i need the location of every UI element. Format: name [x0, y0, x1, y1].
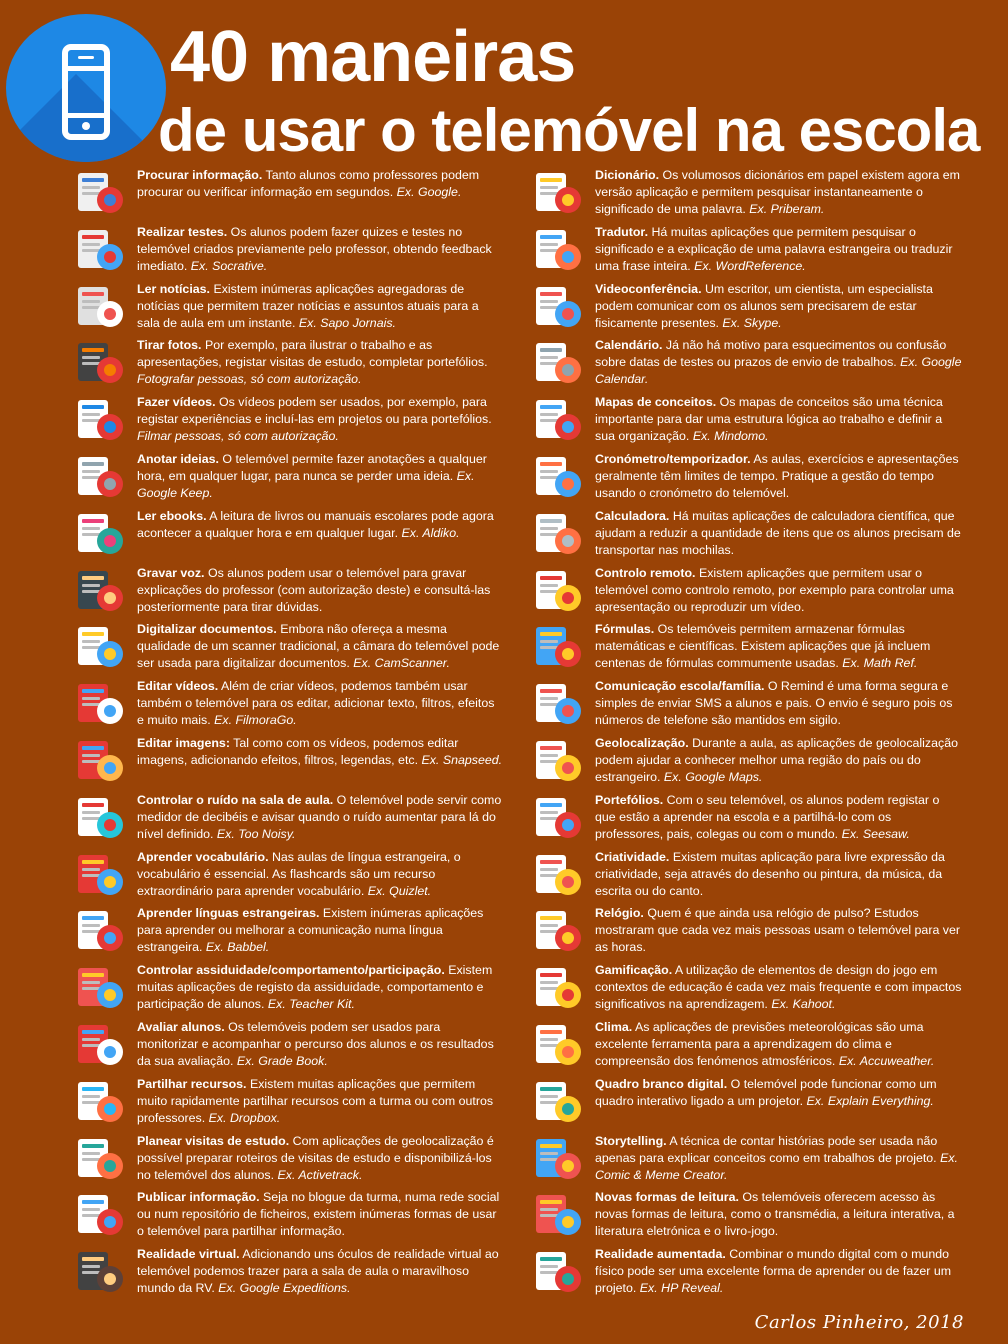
item-text [595, 337, 962, 388]
list-item [72, 1018, 504, 1075]
list-item [72, 620, 504, 677]
item-description: Existem muitas aplicações de registo da assiduidade, comportamento e participação de alunos. [137, 963, 493, 1012]
item-title: Geolocalização. [595, 735, 689, 750]
item-title: Mapas de conceitos. [595, 395, 717, 410]
item-title: Realidade aumentada. [595, 1247, 726, 1262]
concept-map-icon [532, 395, 584, 445]
list-item [530, 1245, 962, 1302]
item-title: Realizar testes. [137, 224, 228, 239]
list-item [530, 450, 962, 507]
item-description: A técnica de contar histórias pode ser usada não apenas para explicar conceitos como em trabalhos de projeto. [595, 1133, 941, 1165]
list-item [72, 848, 504, 905]
item-text [137, 1019, 504, 1070]
item-description: Os vídeos podem ser usados, por exemplo, para registar experiências e incluí-las em projetos ou para portefólios. [137, 395, 492, 427]
item-text [137, 792, 504, 843]
item-example: Ex. Google Calendar. [595, 355, 962, 387]
item-example: Ex. FilmoraGo. [214, 713, 297, 728]
item-description: Existem aplicações que permitem usar o telemóvel como controlo remoto, por exemplo para controlar uma apresentação ou reproduzir um vídeo. [595, 565, 954, 614]
item-title: Tirar fotos. [137, 338, 202, 353]
list-item [72, 1188, 504, 1245]
item-description: O telemóvel pode servir como medidor de decibéis e avisar quando o ruído aumentar para lá do nível definido. [137, 792, 502, 841]
list-item [530, 904, 962, 961]
scanner-icon [74, 622, 126, 672]
item-title: Fórmulas. [595, 622, 655, 637]
item-title: Editar vídeos. [137, 679, 219, 694]
item-text [137, 565, 504, 616]
list-item [530, 166, 962, 223]
item-example: Ex. Babbel. [205, 940, 270, 955]
list-item [72, 1075, 504, 1132]
item-title: Calendário. [595, 338, 663, 353]
item-text [137, 905, 504, 956]
item-description: Um escritor, um cientista, um especialista podem comunicar com os alunos sem precisarem de estar fisicamente presentes. [595, 281, 933, 330]
cloud-share-icon [74, 1077, 126, 1127]
item-title: Editar imagens: [137, 735, 230, 750]
location-pin-icon [74, 1134, 126, 1184]
item-description: A leitura de livros ou manuais escolares pode agora acontecer a qualquer hora e em qualquer lugar. [137, 508, 494, 540]
item-title: Cronómetro/temporizador. [595, 451, 751, 466]
page-title: 40 maneiras [170, 17, 576, 97]
item-example: Ex. Math Ref. [842, 656, 918, 671]
dictionary-icon [532, 168, 584, 218]
item-example: Ex. Priberam. [749, 202, 825, 216]
list-item [72, 791, 504, 848]
item-description: As aplicações de previsões meteorológicas são uma excelente ferramenta para a aprendizagem do clima e compreensão dos fenómenos atmosféricos. [595, 1019, 924, 1068]
item-description: As aulas, exercícios e apresentações geralmente têm limites de tempo. Pratique a gestão do tempo usando o cronómetro do telemóvel. [595, 451, 959, 500]
item-text [595, 962, 962, 1013]
item-description: Nas aulas de língua estrangeira, o vocabulário é essencial. As flashcards são um recurso extraordinário para aprender vocabulário. [137, 849, 461, 898]
item-example: Ex. Kahoot. [771, 997, 836, 1012]
calculator-icon [532, 509, 584, 559]
list-item [530, 677, 962, 734]
palette-icon [532, 850, 584, 900]
item-title: Partilhar recursos. [137, 1076, 247, 1091]
calendar-icon [532, 338, 584, 388]
item-title: Portefólios. [595, 792, 664, 807]
list-item [72, 1245, 504, 1302]
item-title: Controlo remoto. [595, 565, 696, 580]
video-editor-icon [74, 679, 126, 729]
item-title: Storytelling. [595, 1133, 667, 1148]
list-item [72, 1132, 504, 1189]
item-text [595, 394, 962, 445]
item-text [137, 1133, 504, 1184]
item-text [137, 224, 504, 275]
reading-glasses-icon [532, 1190, 584, 1240]
item-example: Ex. Google Expeditions. [218, 1281, 351, 1296]
vocabulary-icon [74, 850, 126, 900]
list-item [72, 393, 504, 450]
clock-icon [532, 906, 584, 956]
item-text [595, 849, 962, 900]
item-example: Ex. Seesaw. [841, 826, 910, 841]
list-item [72, 507, 504, 564]
translator-icon [532, 225, 584, 275]
item-text [137, 281, 504, 332]
item-example: Ex. Teacher Kit. [267, 997, 355, 1012]
chat-icon [532, 679, 584, 729]
item-title: Avaliar alunos. [137, 1019, 225, 1034]
item-title: Publicar informação. [137, 1190, 260, 1205]
list-item [530, 223, 962, 280]
umbrella-icon [532, 1020, 584, 1070]
list-item [72, 336, 504, 393]
list-item [72, 450, 504, 507]
item-title: Controlar assiduidade/comportamento/participação. [137, 963, 445, 978]
left-column [72, 166, 504, 1302]
list-item [72, 166, 504, 223]
item-example: Ex. Socrative. [190, 258, 268, 273]
right-column [530, 166, 962, 1302]
item-text [137, 621, 504, 672]
item-description: A utilização de elementos de design do jogo em contextos de educação é cada vez mais frequente e com impactos significativos na aprendizagem. [595, 963, 962, 1012]
item-title: Ler ebooks. [137, 508, 207, 523]
item-description: Os telemóveis permitem armazenar fórmulas matemáticas e científicas. Existem aplicações que já incluem centenas de fórmulas commumente usadas. [595, 622, 931, 671]
item-text [137, 394, 504, 445]
item-title: Relógio. [595, 906, 644, 921]
author-signature: Carlos Pinheiro, 2018 [754, 1312, 964, 1333]
item-example: Ex. Sapo Jornais. [298, 315, 396, 330]
item-description: O Remind é uma forma segura e simples de enviar SMS a alunos e pais. O envio é seguro pois os números de telefone são mantidos em sigilo. [595, 679, 953, 728]
item-text [137, 337, 504, 388]
item-example: Ex. Explain Everything. [806, 1093, 934, 1108]
list-item [72, 564, 504, 621]
item-description: O telemóvel permite fazer anotações a qualquer hora, em qualquer lugar, para nunca se perder uma ideia. [137, 451, 487, 483]
trophy-icon [532, 963, 584, 1013]
item-description: Há muitas aplicações de calculadora científica, que ajudam a reduzir a quantidade de itens que os alunos precisam de transportar nas mochilas. [595, 508, 961, 557]
megaphone-icon [74, 793, 126, 843]
item-title: Novas formas de leitura. [595, 1190, 739, 1205]
item-title: Dicionário. [595, 168, 660, 182]
item-example: Ex. CamScanner. [353, 656, 450, 671]
list-item [530, 1018, 962, 1075]
list-item [72, 961, 504, 1018]
item-title: Planear visitas de estudo. [137, 1133, 290, 1148]
list-item [530, 507, 962, 564]
list-item [72, 223, 504, 280]
item-text [595, 621, 962, 672]
item-example: Ex. Comic & Meme Creator. [595, 1150, 958, 1182]
list-item [72, 904, 504, 961]
image-editor-icon [74, 736, 126, 786]
item-text [137, 451, 504, 502]
item-example: Ex. Google Keep. [137, 468, 475, 500]
publish-icon [74, 1190, 126, 1240]
notes-icon [74, 452, 126, 502]
item-text [595, 678, 962, 729]
item-text [595, 224, 962, 275]
item-title: Controlar o ruído na sala de aula. [137, 792, 334, 807]
item-description: Combinar o mundo digital com o mundo físico pode ser uma excelente forma de aprender ou de fazer um projeto. [595, 1247, 952, 1296]
item-example: Ex. Too Noisy. [216, 826, 296, 841]
video-icon [74, 395, 126, 445]
item-description: Seja no blogue da turma, numa rede social ou num repositório de ficheiros, existem inúmeras formas de usar o telemóvel para partilhar informação. [137, 1190, 500, 1239]
list-item [530, 1132, 962, 1189]
item-description: Os telemóveis podem ser usados para monitorizar e acompanhar o percurso dos alunos e os resultados da sua avaliação. [137, 1019, 494, 1068]
item-text [595, 1133, 962, 1184]
item-description: Quem é que ainda usa relógio de pulso? Estudos mostraram que cada vez mais pessoas usam o telemóvel para ver as horas. [595, 906, 960, 955]
item-example: Ex. Accuweather. [838, 1053, 935, 1068]
list-item [530, 734, 962, 791]
list-item [530, 280, 962, 337]
item-example: Ex. Activetrack. [277, 1167, 363, 1182]
languages-icon [74, 906, 126, 956]
list-item [530, 336, 962, 393]
item-example: Ex. Snapseed. [421, 752, 503, 767]
item-title: Aprender línguas estrangeiras. [137, 906, 320, 921]
list-item [530, 393, 962, 450]
item-title: Criatividade. [595, 849, 670, 864]
item-text [137, 1076, 504, 1127]
list-item [530, 1188, 962, 1245]
item-description: Os alunos podem usar o telemóvel para gravar explicações do professor (com autorização deste) e consultá-las posteriormente para tirar dúvidas. [137, 565, 491, 614]
item-text [137, 167, 504, 201]
item-description: Com aplicações de geolocalização é possível preparar roteiros de visitas de estudo e disponibilizá-los no telemóvel dos alunos. [137, 1133, 494, 1182]
item-description: Existem muitas aplicações que permitem muito rapidamente partilhar recursos com a turma ou com outros professores. [137, 1076, 494, 1125]
item-example: Ex. WordReference. [694, 258, 806, 273]
item-description: O telemóvel pode funcionar como um quadro interativo ligado a um projetor. [595, 1076, 937, 1108]
item-title: Anotar ideias. [137, 451, 219, 466]
item-description: Existem inúmeras aplicações para aprender ou melhorar a comunicação numa língua estrangeira. [137, 906, 484, 955]
item-text [595, 1246, 962, 1297]
vr-headset-icon [74, 1247, 126, 1297]
list-item [530, 620, 962, 677]
item-text [137, 508, 504, 542]
list-item [530, 791, 962, 848]
item-text [137, 735, 504, 769]
item-text [595, 735, 962, 786]
ebook-icon [74, 509, 126, 559]
geolocation-icon [532, 736, 584, 786]
item-text [137, 1246, 504, 1297]
item-text [595, 1076, 962, 1110]
item-title: Videoconferência. [595, 281, 702, 296]
eye-icon [532, 1247, 584, 1297]
storytelling-icon [532, 1134, 584, 1184]
item-title: Digitalizar documentos. [137, 622, 277, 637]
item-example: Ex. Google. [396, 185, 462, 199]
item-text [137, 1189, 504, 1240]
item-example: Ex. Google Maps. [663, 769, 763, 784]
item-title: Ler notícias. [137, 281, 210, 296]
logo-badge [6, 14, 166, 162]
microphone-icon [74, 566, 126, 616]
search-info-icon [74, 168, 126, 218]
item-text [595, 905, 962, 956]
list-item [72, 734, 504, 791]
smartphone-icon [62, 44, 110, 140]
item-text [595, 167, 962, 218]
list-item [530, 564, 962, 621]
list-item [72, 280, 504, 337]
item-description: Além de criar vídeos, podemos também usar também o telemóvel para os editar, adicionar texto, filtros, efeitos e muito mais. [137, 679, 495, 728]
item-text [595, 1189, 962, 1240]
item-description: Com o seu telemóvel, os alunos podem registar o que estão a aprender na escola e a partilhá-lo com os professores, pais, colegas ou com o mundo. [595, 792, 940, 841]
rocket-icon [532, 566, 584, 616]
item-title: Fazer vídeos. [137, 395, 216, 410]
portfolio-icon [532, 793, 584, 843]
item-description: Há muitas aplicações que permitem pesquisar o significado e a explicação de uma palavra estrangeira ou traduzir uma frase inteira. [595, 224, 953, 273]
list-item [530, 848, 962, 905]
item-example: Filmar pessoas, só com autorização. [137, 429, 339, 444]
list-item [530, 961, 962, 1018]
item-text [595, 281, 962, 332]
item-text [137, 962, 504, 1013]
item-description: Tal como com os vídeos, podemos editar imagens, adicionando efeitos, filtros, legendas, etc. [137, 735, 459, 767]
formulas-icon [532, 622, 584, 672]
item-description: Durante a aula, as aplicações de geolocalização podem ajudar a conhecer melhor uma região do país ou do estrangeiro. [595, 735, 958, 784]
item-description: Embora não ofereça a mesma qualidade de um scanner tradicional, a câmara do telemóvel pode ser usada para digitalizar documentos. [137, 622, 500, 671]
evaluation-icon [74, 1020, 126, 1070]
item-description: Adicionando uns óculos de realidade virtual ao telemóvel podemos trazer para a sala de aula o maravilhoso mundo da RV. [137, 1247, 499, 1296]
list-item [530, 1075, 962, 1132]
item-description: Os alunos podem fazer quizes e testes no telemóvel criados previamente pelo professor, obtendo feedback imediato. [137, 224, 492, 273]
attendance-icon [74, 963, 126, 1013]
item-title: Tradutor. [595, 224, 649, 239]
item-description: Os telemóveis oferecem acesso às novas formas de leitura, como o transmédia, a leitura interativa, a literatura eletrónica e o livro-jogo. [595, 1190, 955, 1239]
stopwatch-icon [532, 452, 584, 502]
item-description: Tanto alunos como professores podem procurar ou verificar informação em segundos. [137, 168, 480, 199]
item-title: Gamificação. [595, 963, 673, 978]
item-text [595, 565, 962, 616]
item-text [595, 792, 962, 843]
item-example: Ex. Dropbox. [208, 1110, 281, 1125]
list-item [72, 677, 504, 734]
camera-icon [74, 338, 126, 388]
item-example: Fotografar pessoas, só com autorização. [137, 372, 362, 387]
item-example: Ex. Aldiko. [401, 525, 460, 540]
whiteboard-icon [532, 1077, 584, 1127]
item-text [595, 451, 962, 502]
item-title: Procurar informação. [137, 168, 263, 182]
item-example: Ex. Skype. [722, 315, 782, 330]
item-text [595, 508, 962, 559]
item-text [137, 678, 504, 729]
item-text [137, 849, 504, 900]
item-example: Ex. Grade Book. [236, 1053, 328, 1068]
item-description: Os volumosos dicionários em papel existem agora em versão aplicação e permitem pesquisar instantaneamente o significado de uma palavra. [595, 168, 960, 216]
item-title: Comunicação escola/família. [595, 679, 765, 694]
item-title: Gravar voz. [137, 565, 205, 580]
item-title: Calculadora. [595, 508, 670, 523]
videoconference-icon [532, 282, 584, 332]
item-description: Existem muitas aplicação para livre expressão da criatividade, seja através do desenho ou pintura, da música, da escrita ou do canto. [595, 849, 945, 898]
item-title: Clima. [595, 1019, 633, 1034]
item-example: Ex. Quizlet. [367, 883, 432, 898]
test-icon [74, 225, 126, 275]
item-text [595, 1019, 962, 1070]
item-title: Realidade virtual. [137, 1247, 240, 1262]
item-example: Ex. Mindomo. [692, 429, 769, 444]
item-description: Já não há motivo para esquecimentos ou confusão sobre datas de testes ou prazos de envio de trabalhos. [595, 338, 947, 370]
item-description: Os mapas de conceitos são uma técnica importante para dar uma estrutura lógica ao trabalho e definir a sua organização. [595, 395, 943, 444]
item-title: Aprender vocabulário. [137, 849, 269, 864]
item-title: Quadro branco digital. [595, 1076, 728, 1091]
item-description: Existem inúmeras aplicações agregadoras de notícias que permitem trazer notícias e assuntos atuais para a sala de aula em um instante. [137, 281, 479, 330]
news-icon [74, 282, 126, 332]
item-example: Ex. HP Reveal. [639, 1281, 724, 1296]
page-subtitle: de usar o telemóvel na escola [158, 97, 980, 164]
item-description: Por exemplo, para ilustrar o trabalho e as apresentações, registar visitas de estudo, completar portefólios. [137, 338, 488, 370]
